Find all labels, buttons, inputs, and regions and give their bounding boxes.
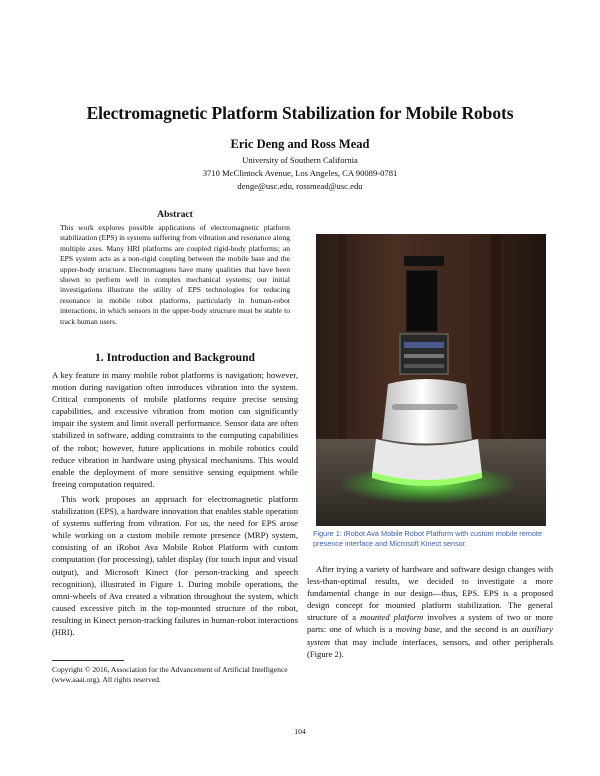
affiliation-block — [0, 154, 600, 193]
emphasis: auxiliary system — [307, 624, 553, 647]
affiliation: University of Southern California — [242, 155, 358, 165]
text-run: , and the second is an — [439, 624, 522, 635]
copyright-footnote: Copyright © 2016, Association for the Advancement of Artificial Intelligence (www.aaai.org). All rights reserved. — [52, 665, 288, 684]
abstract-text: This work explores possible applications of electromagnetic platform stabilization (EPS) in systems suffering from vibration and resonance along multiple axes. Many HRI platforms are coupled rigid-body platforms; an EPS system acts as a non-rigid coupling between the mobile base and the upper-body structure. Electromagnets have many qualities that have been shown to perform well in complex mechanical systems; our initial investigations illustrate the utility of EPS technologies for reducing resonance in mobile robot platforms, particularly in human-robot interactions, in which sensors in the upper-body structure must be stable to track human users. — [60, 223, 290, 326]
paragraph: A key feature in many mobile robot platforms is navigation; however, motion during navigation often introduces vibration into the system. Critical components of mobile platforms require precise sensing capabilities, and excessive vibration from motion can significantly impair the system and limit overall performance. Sensor data are often stabilized in software, adding constraints to the computing capabilities of the robot; however, future applications in mobile robotics could reduce vibration in hardware using physical mechanisms. This would enable the deployment of more sensitive sensing equipment while freeing computation required. — [52, 370, 298, 489]
emphasis: moving base — [395, 624, 440, 635]
robot-body — [382, 379, 472, 444]
body-left-column — [52, 369, 298, 638]
body-right-column — [307, 563, 553, 660]
robot-photo-illustration — [316, 234, 546, 526]
figure-1-robot-photo — [316, 234, 546, 526]
paragraph: This work proposes an approach for electromagnetic platform stabilization (EPS), a hardware innovation that enables stable operation of systems suffering from vibration. For us, the need for EPS arose while working on a custom mobile remote presence (MRP) system, consisting of an iRobot Ava Mobile Robot Platform with custom computation (for processing), tablet display (for touch input and visual output), and Microsoft Kinect (for person-tracking and speech recognition), illustrated in Figure 1. During mobile operations, the omni-wheels of Ava created a vibration throughout the system, which caused excessive pitch in the top-mounted structure of the robot, resulting in Kinect person-tracking failures in human-robot interactions (HRI). — [52, 493, 298, 637]
kinect-sensor — [404, 256, 444, 266]
tablet-display — [406, 270, 438, 332]
section-heading: 1. Introduction and Background — [94, 351, 255, 364]
emphasis: mounted platform — [360, 612, 424, 623]
footnote-rule — [52, 660, 124, 661]
authors: Eric Deng and Ross Mead — [230, 137, 370, 151]
text-run: After trying a variety of hardware and software design changes with less-than-optimal results, we decided to investigate a more fundamental change in our design—thus, EPS. EPS is a proposed design concept for mounted platform stabilization. The general structure of a — [307, 564, 553, 623]
figure-caption: Figure 1: iRobot Ava Mobile Robot Platform with custom mobile remote presence interface and Microsoft Kinect sensor. — [313, 529, 543, 548]
abstract-heading: Abstract — [157, 209, 193, 220]
emails: denge@usc.edu, rossmead@usc.edu — [237, 181, 363, 191]
page-number: 104 — [294, 727, 306, 736]
address: 3710 McClintock Avenue, Los Angeles, CA 90089-0781 — [202, 168, 398, 178]
text-run: that may include interfaces, sensors, and other peripherals (Figure 2). — [307, 636, 553, 659]
paper-title: Electromagnetic Platform Stabilization for Mobile Robots — [86, 103, 514, 123]
text-run: involves a system of two or more parts: one of which is a — [307, 612, 553, 635]
